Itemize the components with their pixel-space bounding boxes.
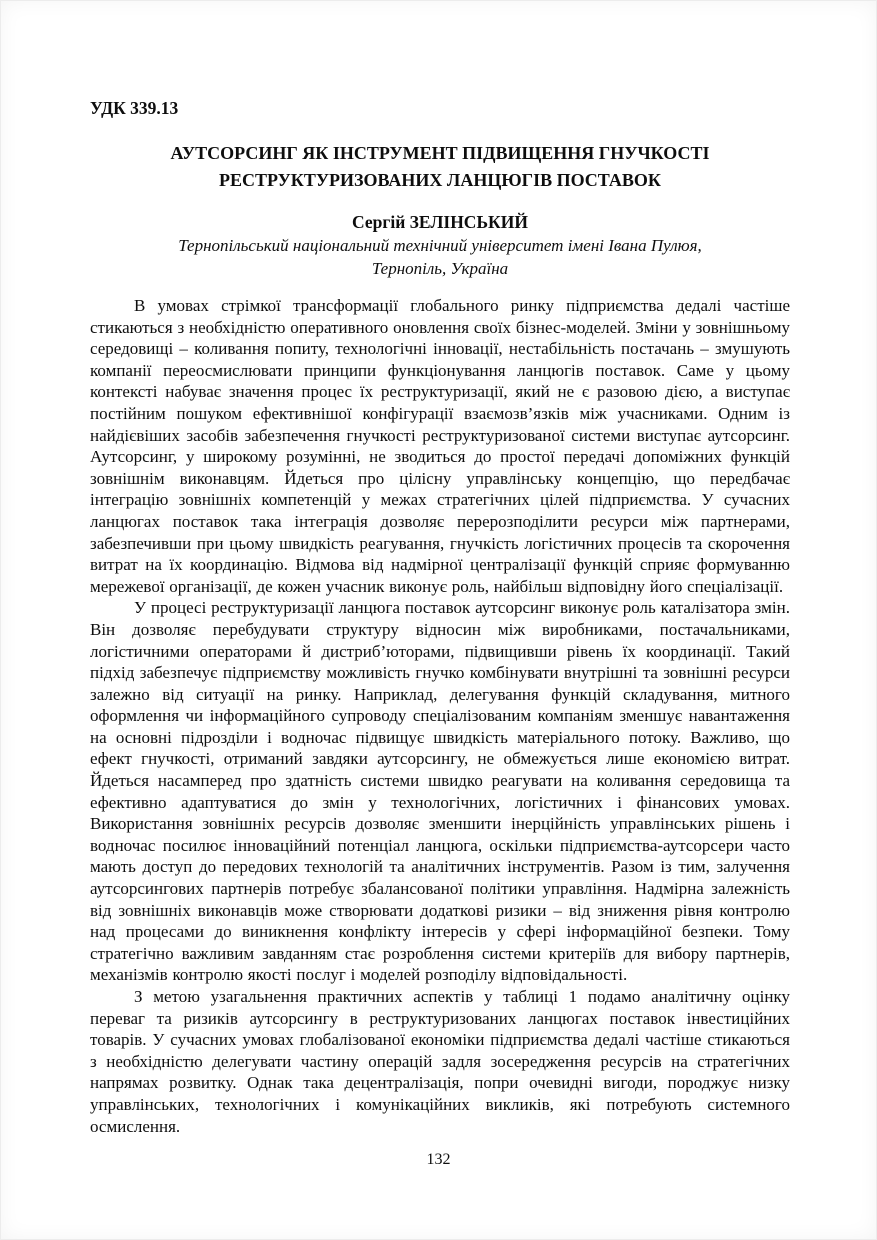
article-title-line-1: АУТСОРСИНГ ЯК ІНСТРУМЕНТ ПІДВИЩЕННЯ ГНУЧКОСТІ (170, 143, 710, 163)
article-body (90, 295, 790, 1137)
author-affiliation (90, 234, 790, 280)
body-paragraph-3: З метою узагальнення практичних аспектів у таблиці 1 подамо аналітичну оцінку переваг та ризиків аутсорсингу в реструктуризованих ланцюгах поставок інвестиційних товарів. У сучасних умовах глобалізованої економіки підприємства дедалі частіше стикаються з необхідністю делегувати частину операцій задля зосередження ресурсів на стратегічних напрямах розвитку. Однак така децентралізація, попри очевидні вигоди, породжує низку управлінських, технологічних і комунікаційних викликів, які потребують системного осмислення. (90, 987, 790, 1136)
udc-code: УДК 339.13 (90, 98, 179, 118)
body-paragraph-2: У процесі реструктуризації ланцюга поставок аутсорсинг виконує роль каталізатора змін. Він дозволяє перебудувати структуру відносин між виробниками, постачальниками, логістичними операторами й дистриб’юторами, підвищивши рівень їх координації. Такий підхід забезпечує підприємству можливість гнучко комбінувати внутрішні та зовнішні ресурси залежно від ситуації на ринку. Наприклад, делегування функцій складування, митного оформлення чи інформаційного супроводу спеціалізованим компаніям зменшує навантаження на основні підрозділи і водночас підвищує швидкість матеріального потоку. Важливо, що ефект гнучкості, отриманий завдяки аутсорсингу, не обмежується лише економією витрат. Йдеться насамперед про здатність системи швидко реагувати на коливання середовища та ефективно адаптуватися до змін у технологічних, логістичних і фінансових умовах. Використання зовнішніх ресурсів дозволяє зменшити інерційність управлінських рішень і водночас посилює інноваційний потенціал ланцюга, оскільки підприємства-аутсорсери часто мають доступ до передових технологій та аналітичних інструментів. Разом із тим, залучення аутсорсингових партнерів потребує збалансованої політики управління. Надмірна залежність від зовнішніх виконавців може створювати додаткові ризики – від зниження рівня контролю над процесами до виникнення конфлікту інтересів у сфері інформаційної безпеки. Тому стратегічно важливим завданням стає розроблення системи критеріїв для вибору партнерів, механізмів контролю якості послуг і моделей розподілу відповідальності. (90, 598, 790, 985)
article-title-line-2: РЕСТРУКТУРИЗОВАНИХ ЛАНЦЮГІВ ПОСТАВОК (219, 170, 661, 190)
affiliation-line-1: Тернопільський національний технічний університет імені Івана Пулюя, (178, 236, 702, 255)
body-paragraph-1: В умовах стрімкої трансформації глобального ринку підприємства дедалі частіше стикаються з необхідністю оперативного оновлення своїх бізнес-моделей. Зміни у зовнішньому середовищі – коливання попиту, технологічні інновації, нестабільність постачань – змушують компанії переосмислювати принципи функціонування ланцюгів поставок. Саме у цьому контексті набуває значення процес їх реструктуризації, який не є разовою дією, а виступає постійним пошуком ефективнішої конфігурації взаємозв’язків між учасниками. Одним із найдієвіших засобів забезпечення гнучкості реструктуризованої системи виступає аутсорсинг. Аутсорсинг, у широкому розумінні, не зводиться до простої передачі допоміжних функцій зовнішнім виконавцям. Йдеться про цілісну управлінську концепцію, що передбачає інтеграцію зовнішніх компетенцій у межах стратегічних цілей підприємства. У сучасних ланцюгах поставок така інтеграція дозволяє перерозподілити ресурси між партнерами, забезпечивши при цьому швидкість реагування, гнучкість логістичних процесів та скорочення витрат на їх координацію. Відмова від надмірної централізації функцій сприяє формуванню мережевої організації, де кожен учасник виконує роль, найбільш відповідну його спеціалізації. (90, 296, 790, 596)
author-name: Сергій ЗЕЛІНСЬКИЙ (352, 212, 528, 232)
affiliation-line-2: Тернопіль, Україна (371, 259, 509, 278)
page-number: 132 (426, 1151, 451, 1168)
article-title (90, 140, 790, 194)
